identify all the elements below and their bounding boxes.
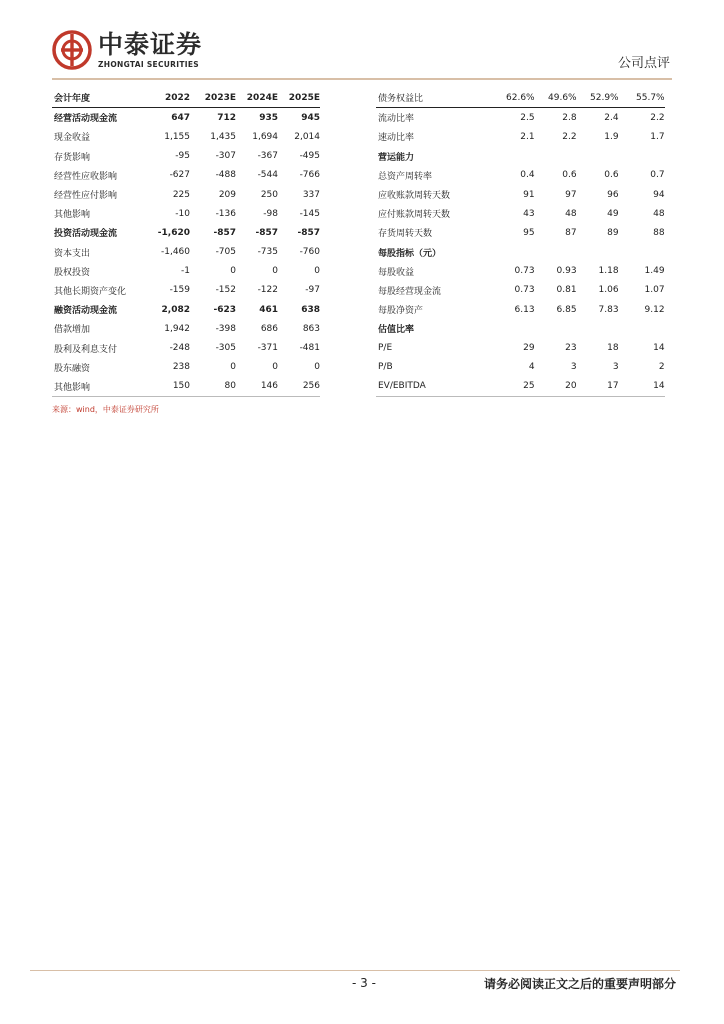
row-label: 存货周转天数 <box>378 229 433 240</box>
table-cell: 17 <box>577 377 619 397</box>
table-cell: 712 <box>217 112 236 123</box>
table-cell: 1.06 <box>598 285 619 296</box>
table-cell <box>506 147 535 166</box>
page-header <box>0 0 724 82</box>
table-cell: 20 <box>535 377 577 397</box>
table-row <box>376 88 665 108</box>
column-header: 2022 <box>152 88 190 108</box>
table-row <box>376 166 665 185</box>
row-label: 债务权益比 <box>376 88 506 108</box>
table-cell: -398 <box>215 323 236 334</box>
table-cell: 3 <box>570 362 577 373</box>
table-cell: 0.4 <box>520 170 535 181</box>
table-cell: 0 <box>230 362 236 373</box>
table-row <box>52 166 320 185</box>
table-cell <box>577 147 619 166</box>
table-cell: 935 <box>259 112 278 123</box>
table-cell: 256 <box>278 377 320 397</box>
table-cell: 2 <box>658 362 665 373</box>
table-cell: 150 <box>152 377 190 397</box>
table-cell: 0.73 <box>514 285 535 296</box>
table-cell: 686 <box>260 323 278 334</box>
table-cell: 25 <box>506 377 535 397</box>
ratio-table <box>376 88 665 397</box>
table-cell: 250 <box>260 189 278 200</box>
table-header-row <box>52 88 320 108</box>
table-cell: 14 <box>653 343 665 354</box>
table-cell: 52.9% <box>577 88 619 108</box>
table-cell: 18 <box>607 343 619 354</box>
table-cell: 2.2 <box>562 131 577 142</box>
table-row <box>52 262 320 281</box>
table-row <box>52 243 320 262</box>
table-cell: -95 <box>175 151 190 162</box>
table-cell: 1.49 <box>644 266 665 277</box>
table-cell <box>535 147 577 166</box>
table-cell: 2.8 <box>562 112 577 123</box>
table-cell: 1,435 <box>210 131 236 142</box>
row-label: 借款增加 <box>54 325 91 336</box>
table-cell: -857 <box>213 227 236 238</box>
table-cell: -371 <box>257 343 278 354</box>
table-cell: 1.7 <box>650 131 665 142</box>
table-cell: -481 <box>299 343 320 354</box>
source-note: 来源：wind，中泰证券研究所 <box>52 405 159 414</box>
cash-flow-table <box>52 88 320 397</box>
table-row <box>52 377 320 397</box>
table-row <box>52 300 320 319</box>
table-row <box>52 185 320 204</box>
table-cell: 225 <box>172 189 190 200</box>
table-row <box>376 147 665 166</box>
table-cell: -152 <box>215 285 236 296</box>
table-cell: 647 <box>171 112 190 123</box>
table-cell: 6.85 <box>556 304 577 315</box>
footer-divider <box>30 970 680 971</box>
ratio-table-body <box>376 88 665 397</box>
table-row <box>376 358 665 377</box>
table-cell: 1,942 <box>164 323 190 334</box>
table-cell: 0 <box>230 266 236 277</box>
table-cell: 49.6% <box>535 88 577 108</box>
table-cell <box>535 319 577 338</box>
table-row <box>52 108 320 128</box>
table-row <box>376 223 665 242</box>
row-label: 经营活动现金流 <box>54 114 118 125</box>
table-row <box>52 338 320 357</box>
table-row <box>376 377 665 397</box>
table-cell <box>619 147 665 166</box>
table-cell: 2.4 <box>604 112 619 123</box>
table-cell: -307 <box>215 151 236 162</box>
table-cell: 337 <box>302 189 320 200</box>
table-cell: 0 <box>314 266 320 277</box>
table-cell: 96 <box>607 189 619 200</box>
column-header: 2023E <box>190 88 236 108</box>
column-header: 会计年度 <box>52 88 152 108</box>
table-cell: 0 <box>314 362 320 373</box>
table-cell: -159 <box>169 285 190 296</box>
table-cell: 91 <box>523 189 535 200</box>
table-cell: 0 <box>272 362 278 373</box>
zhongtai-logo-icon <box>52 30 92 70</box>
row-label: 存货影响 <box>54 152 91 163</box>
table-cell <box>619 243 665 262</box>
table-cell: -623 <box>213 304 236 315</box>
row-label: 股权投资 <box>54 267 91 278</box>
row-label: 融资活动现金流 <box>54 306 118 317</box>
table-cell: 9.12 <box>644 304 665 315</box>
table-cell <box>577 319 619 338</box>
table-cell: -98 <box>263 208 278 219</box>
table-row <box>376 185 665 204</box>
table-cell <box>535 243 577 262</box>
table-cell: -145 <box>299 208 320 219</box>
table-cell: -1,460 <box>160 247 190 258</box>
table-cell: 0.6 <box>562 170 577 181</box>
table-cell: 1,694 <box>252 131 278 142</box>
table-cell: -10 <box>175 208 190 219</box>
row-label: 经营性应付影响 <box>54 191 118 202</box>
row-label: 经营性应收影响 <box>54 171 118 182</box>
table-cell: 945 <box>301 112 320 123</box>
table-row <box>376 300 665 319</box>
table-row <box>376 319 665 338</box>
table-cell: 43 <box>523 208 535 219</box>
row-label: 资本支出 <box>54 248 91 259</box>
table-cell: 2,082 <box>161 304 190 315</box>
table-cell: 461 <box>259 304 278 315</box>
row-label: 应付账款周转天数 <box>378 210 451 221</box>
row-label: 股利及利息支付 <box>54 344 118 355</box>
table-cell: -766 <box>299 170 320 181</box>
table-cell: -1,620 <box>157 227 190 238</box>
column-header: 2024E <box>236 88 278 108</box>
table-cell: 55.7% <box>619 88 665 108</box>
table-cell: 0.73 <box>514 266 535 277</box>
table-cell: 89 <box>607 227 619 238</box>
table-cell: 2.2 <box>650 112 665 123</box>
table-cell: 638 <box>301 304 320 315</box>
table-row <box>376 204 665 223</box>
disclaimer-note: 请务必阅读正文之后的重要声明部分 <box>483 977 676 991</box>
table-cell: -122 <box>257 285 278 296</box>
table-cell: 88 <box>653 227 665 238</box>
table-cell: -248 <box>169 343 190 354</box>
table-cell: 0 <box>272 266 278 277</box>
table-cell: 2.1 <box>520 131 535 142</box>
table-row <box>376 281 665 300</box>
table-row <box>376 243 665 262</box>
table-cell: -488 <box>215 170 236 181</box>
table-cell: 146 <box>236 377 278 397</box>
table-cell: 1.07 <box>644 285 665 296</box>
table-cell: 2.5 <box>520 112 535 123</box>
row-label: 股东融资 <box>54 363 91 374</box>
table-cell <box>506 319 535 338</box>
row-label: 投资活动现金流 <box>54 229 118 240</box>
table-cell: -305 <box>215 343 236 354</box>
table-cell: 7.83 <box>598 304 619 315</box>
row-label: 其他影响 <box>54 210 91 221</box>
table-cell <box>506 243 535 262</box>
report-type: 公司点评 <box>617 56 670 71</box>
table-row <box>52 147 320 166</box>
table-cell: -735 <box>257 247 278 258</box>
row-label: 每股指标（元） <box>378 248 442 259</box>
table-cell: 0.6 <box>604 170 619 181</box>
table-cell: 238 <box>172 362 190 373</box>
table-row <box>376 262 665 281</box>
table-row <box>376 108 665 128</box>
table-cell: -97 <box>305 285 320 296</box>
table-cell: 4 <box>528 362 535 373</box>
table-cell: 3 <box>612 362 619 373</box>
column-header: 2025E <box>278 88 320 108</box>
table-cell: -544 <box>257 170 278 181</box>
row-label: 其他影响 <box>52 377 152 397</box>
table-cell: 0.93 <box>556 266 577 277</box>
row-label: 营运能力 <box>378 152 415 163</box>
row-label: 其他长期资产变化 <box>54 286 127 297</box>
table-row <box>376 127 665 146</box>
table-cell: -495 <box>299 151 320 162</box>
row-label: 流动比率 <box>378 114 415 125</box>
table-cell <box>619 319 665 338</box>
row-label: 每股净资产 <box>378 306 424 317</box>
row-label: P/E <box>378 343 393 354</box>
table-row <box>52 127 320 146</box>
page-number: - 3 - <box>352 976 376 990</box>
table-row <box>52 319 320 338</box>
table-row <box>52 204 320 223</box>
header-divider <box>52 78 672 80</box>
table-cell: 48 <box>653 208 665 219</box>
company-name-en: ZHONGTAI SECURITIES <box>98 60 199 69</box>
company-name-cn: 中泰证券 <box>98 30 203 59</box>
table-row <box>52 358 320 377</box>
row-label: 估值比率 <box>378 325 415 336</box>
row-label: 每股收益 <box>378 267 415 278</box>
table-cell: -1 <box>181 266 190 277</box>
table-cell: -857 <box>297 227 320 238</box>
table-cell: 1,155 <box>164 131 190 142</box>
row-label: 速动比率 <box>378 133 415 144</box>
table-cell: 48 <box>565 208 577 219</box>
row-label: 总资产周转率 <box>378 171 433 182</box>
table-row <box>52 223 320 242</box>
table-cell: -857 <box>255 227 278 238</box>
table-cell: 1.18 <box>598 266 619 277</box>
table-cell: -705 <box>215 247 236 258</box>
table-row <box>376 338 665 357</box>
table-cell: 23 <box>565 343 577 354</box>
row-label: 每股经营现金流 <box>378 286 442 297</box>
table-cell: -760 <box>299 247 320 258</box>
table-cell: 1.9 <box>604 131 619 142</box>
table-cell: -367 <box>257 151 278 162</box>
table-cell: 80 <box>190 377 236 397</box>
table-cell: 6.13 <box>514 304 535 315</box>
table-cell <box>577 243 619 262</box>
row-label: 应收账款周转天数 <box>378 191 451 202</box>
table-cell: 2,014 <box>294 131 320 142</box>
table-cell: 863 <box>302 323 320 334</box>
table-cell: 0.7 <box>650 170 665 181</box>
table-cell: 87 <box>565 227 577 238</box>
row-label: 现金收益 <box>54 133 91 144</box>
company-logo <box>52 30 222 70</box>
table-cell: 62.6% <box>506 88 535 108</box>
cash-flow-table-body <box>52 88 320 397</box>
table-cell: -136 <box>215 208 236 219</box>
table-cell: -627 <box>169 170 190 181</box>
row-label: P/B <box>378 362 393 373</box>
table-cell: 29 <box>523 343 535 354</box>
row-label: EV/EBITDA <box>376 377 506 397</box>
table-cell: 49 <box>607 208 619 219</box>
table-cell: 14 <box>619 377 665 397</box>
table-cell: 97 <box>565 189 577 200</box>
table-cell: 209 <box>218 189 236 200</box>
table-cell: 95 <box>523 227 535 238</box>
table-cell: 94 <box>653 189 665 200</box>
table-row <box>52 281 320 300</box>
table-cell: 0.81 <box>556 285 577 296</box>
